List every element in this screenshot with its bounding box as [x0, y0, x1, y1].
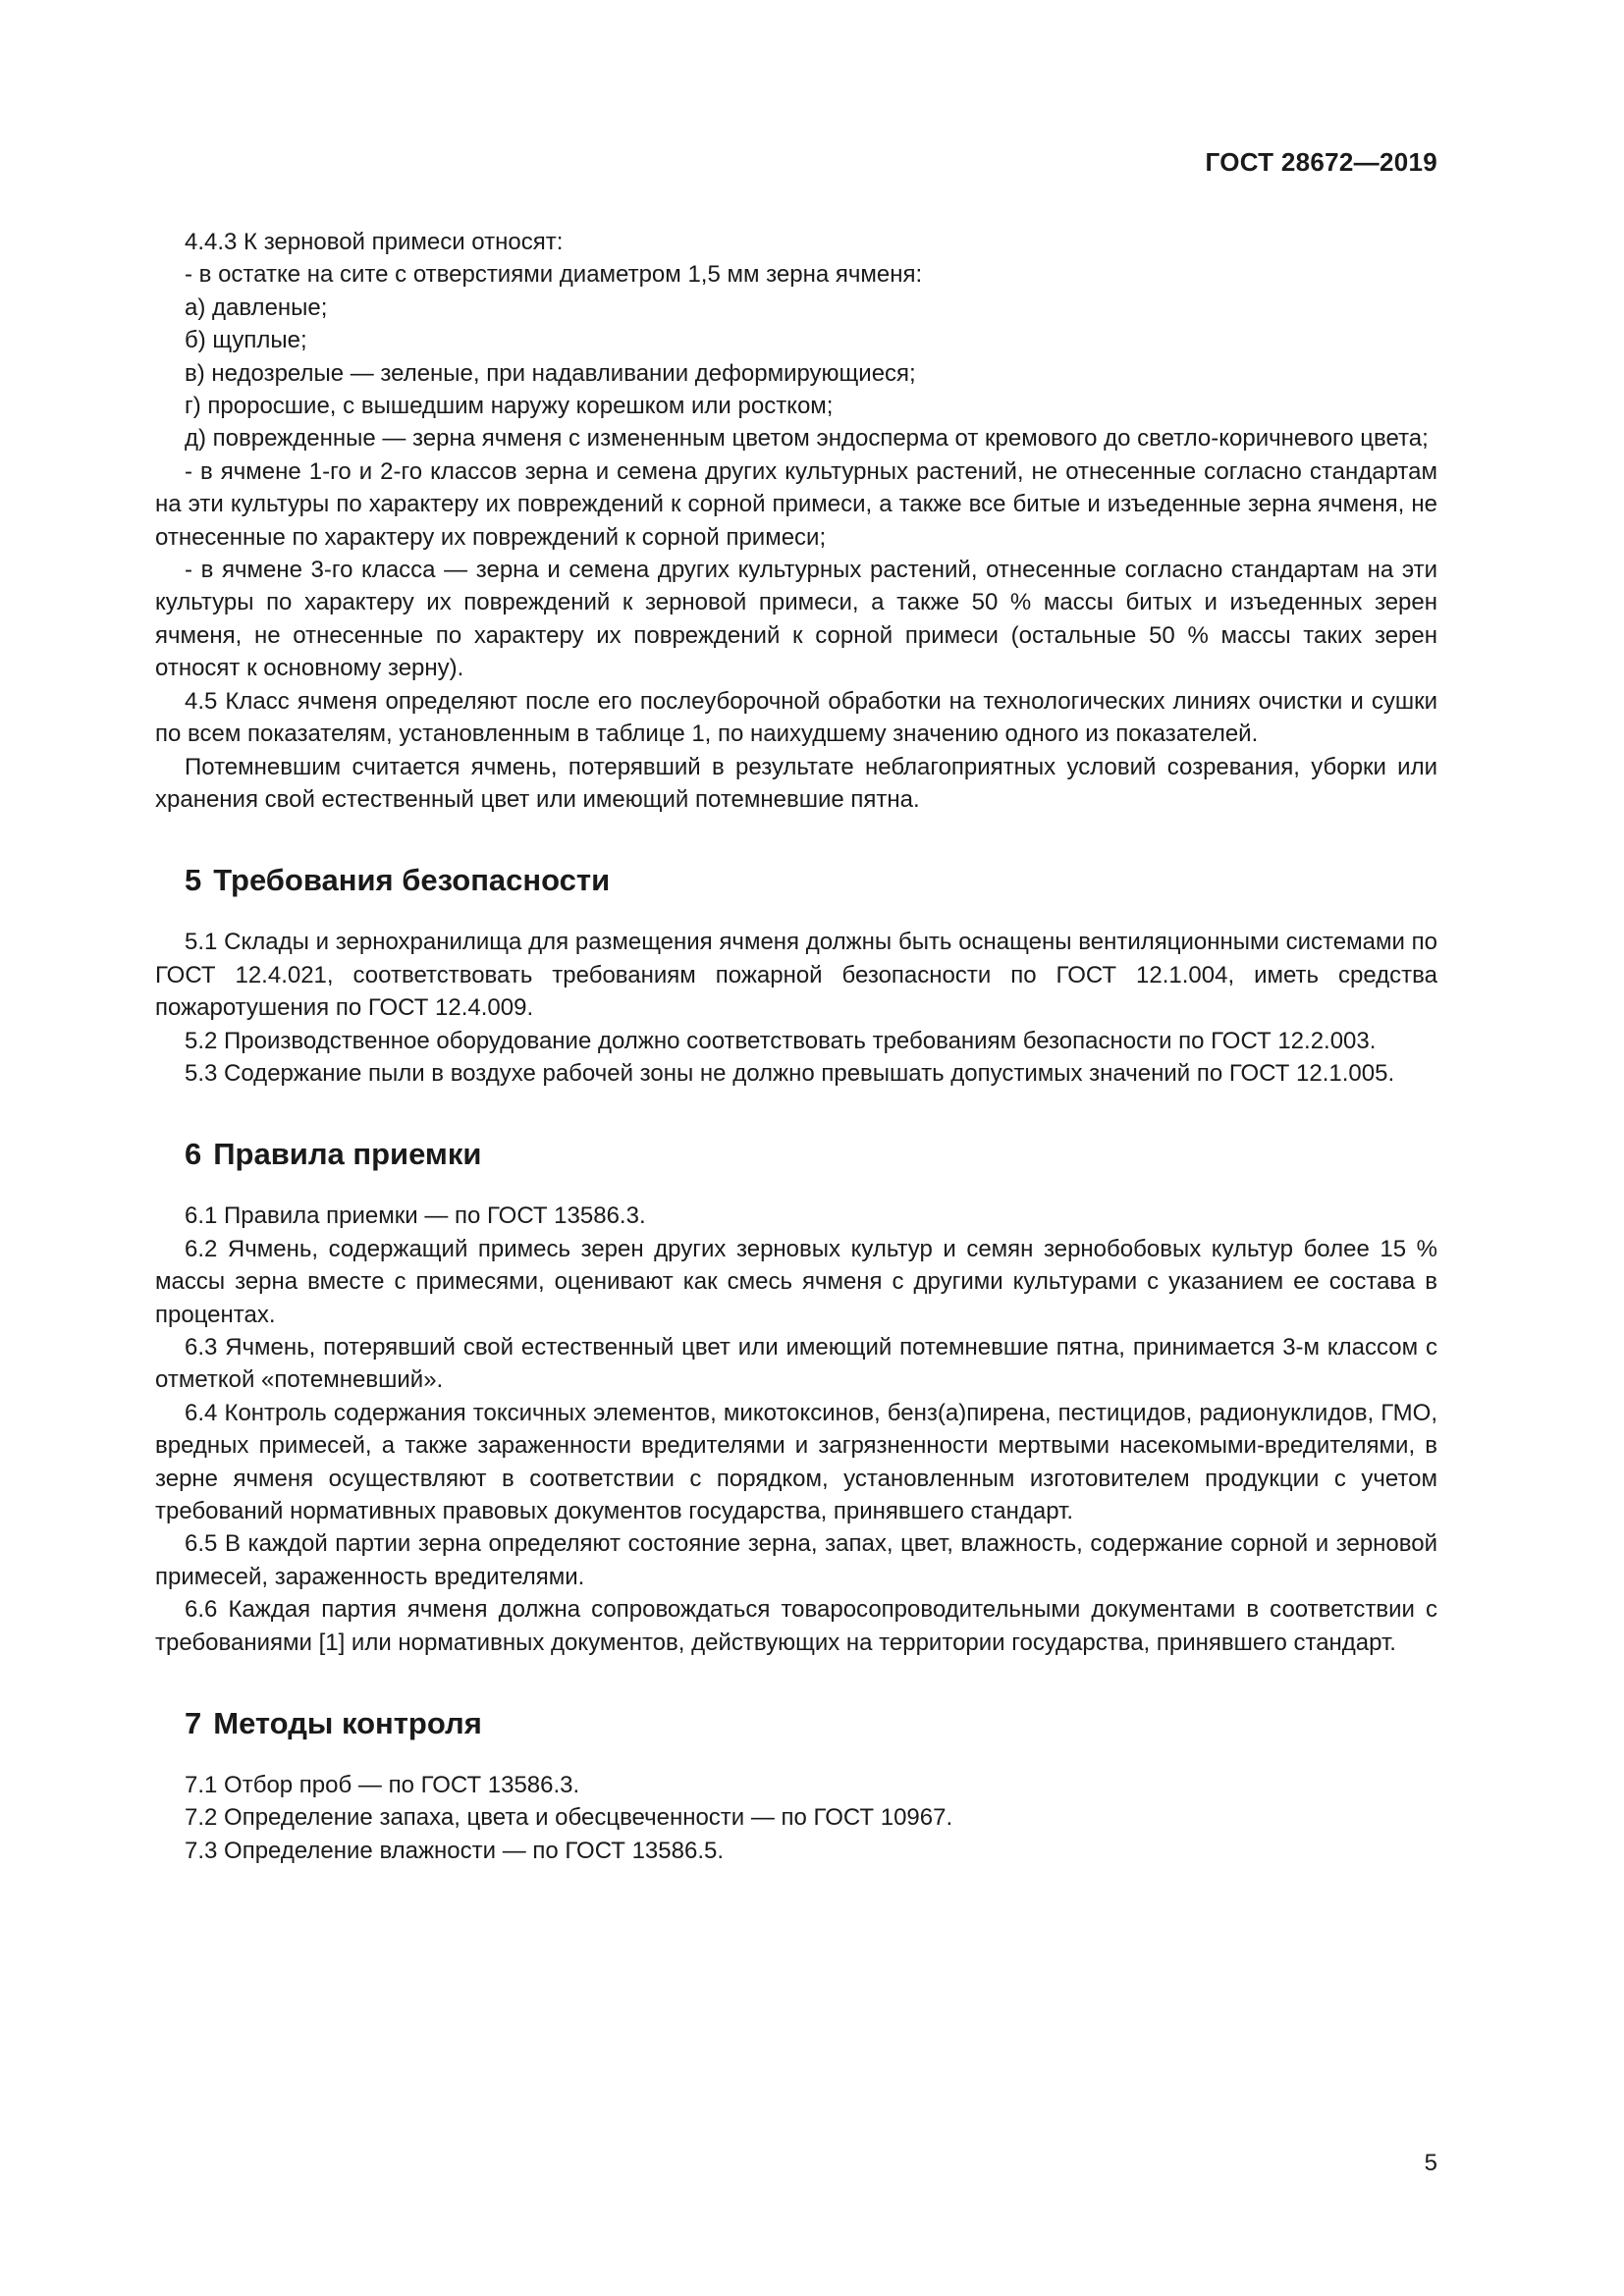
- section-7-heading: [185, 1704, 1437, 1743]
- page-content: [155, 226, 1437, 1867]
- paragraph: 4.4.3 К зерновой примеси относят:: [185, 229, 564, 255]
- section-7-body: [155, 1769, 1437, 1867]
- paragraph: 5.2 Производственное оборудование должно соответствовать требованиям безопасности по ГОСТ 12.2.003.: [185, 1027, 1377, 1054]
- paragraph: 6.2 Ячмень, содержащий примесь зерен других зерновых культур и семян зернобобовых культур более 15 % массы зерна вместе с примесями, оценивают как смесь ячменя с другими культурами с указанием ее состава в процентах.: [155, 1235, 1437, 1328]
- paragraph: 5.1 Склады и зернохранилища для размещения ячменя должны быть оснащены вентиляционными системами по ГОСТ 12.4.021, соответствовать требованиям пожарной безопасности по ГОСТ 12.1.004, иметь средства пожаротушения по ГОСТ 12.4.009.: [155, 929, 1437, 1022]
- clause-4-block: [155, 226, 1437, 816]
- section-6-body: [155, 1200, 1437, 1659]
- section-number: 6: [185, 1137, 202, 1172]
- paragraph: Потемневшим считается ячмень, потерявший в результате неблагоприятных условий созревания, уборки или хранения свой естественный цвет или имеющий потемневшие пятна.: [155, 753, 1437, 813]
- paragraph: 6.3 Ячмень, потерявший свой естественный цвет или имеющий потемневшие пятна, принимается 3-м классом с отметкой «потемневший».: [155, 1333, 1437, 1394]
- section-title: Требования безопасности: [213, 863, 611, 898]
- section-title: Методы контроля: [213, 1706, 482, 1741]
- paragraph: 4.5 Класс ячменя определяют после его послеуборочной обработки на технологических линиях очистки и сушки по всем показателям, установленным в таблице 1, по наихудшему значению одного из показателей.: [155, 687, 1437, 748]
- list-item: в) недозрелые — зеленые, при надавливании деформирующиеся;: [185, 359, 916, 387]
- section-number: 7: [185, 1706, 202, 1741]
- section-5-heading: [185, 861, 1437, 900]
- paragraph: 6.4 Контроль содержания токсичных элементов, микотоксинов, бенз(а)пирена, пестицидов, радионуклидов, ГМО, вредных примесей, а также зараженности вредителями и загрязненности мертвыми насекомыми-вредителями, в зерне ячменя осуществляют в соответствии с порядком, установленным изготовителем продукции с учетом требований нормативных правовых документов государства, принявшего стандарт.: [155, 1399, 1437, 1524]
- list-item: а) давленые;: [185, 294, 328, 321]
- paragraph: 6.6 Каждая партия ячменя должна сопровождаться товаросопроводительными документами в соответствии с требованиями [1] или нормативных документов, действующих на территории государства, принявшего стандарт.: [155, 1596, 1437, 1656]
- paragraph: 7.3 Определение влажности — по ГОСТ 13586.5.: [185, 1837, 724, 1864]
- list-item: б) щуплые;: [185, 327, 307, 354]
- paragraph: - в остатке на сите с отверстиями диаметром 1,5 мм зерна ячменя:: [185, 261, 923, 289]
- section-6-heading: [185, 1135, 1437, 1174]
- paragraph: - в ячмене 3-го класса — зерна и семена других культурных растений, отнесенные согласно стандартам на эти культуры по характеру их повреждений к зерновой примеси, а также 50 % массы битых и изъеденных зерен ячменя, не отнесенные по характеру их повреждений к сорной примеси (остальные 50 % массы таких зерен относят к основному зерну).: [155, 557, 1437, 682]
- paragraph: - в ячмене 1-го и 2-го классов зерна и семена других культурных растений, не отнесенные согласно стандартам на эти культуры по характеру их повреждений к сорной примеси, а также все битые и изъеденные зерна ячменя, не отнесенные по характеру их повреждений к сорной примеси;: [155, 457, 1437, 551]
- list-item: г) проросшие, с вышедшим наружу корешком или ростком;: [185, 393, 834, 420]
- paragraph: 6.5 В каждой партии зерна определяют состояние зерна, запах, цвет, влажность, содержание сорной и зерновой примесей, зараженность вредителями.: [155, 1530, 1437, 1590]
- section-5-body: [155, 926, 1437, 1090]
- paragraph: 7.1 Отбор проб — по ГОСТ 13586.3.: [185, 1772, 580, 1799]
- paragraph: 7.2 Определение запаха, цвета и обесцвеченности — по ГОСТ 10967.: [185, 1804, 953, 1832]
- section-number: 5: [185, 863, 202, 898]
- list-item: д) поврежденные — зерна ячменя с измененным цветом эндосперма от кремового до светло-коричневого цвета;: [185, 425, 1429, 453]
- paragraph: 6.1 Правила приемки — по ГОСТ 13586.3.: [185, 1202, 646, 1230]
- page-number: 5: [1424, 2150, 1437, 2176]
- section-title: Правила приемки: [213, 1137, 482, 1172]
- paragraph: 5.3 Содержание пыли в воздухе рабочей зоны не должно превышать допустимых значений по ГОСТ 12.1.005.: [185, 1059, 1395, 1087]
- document-code: ГОСТ 28672—2019: [1205, 147, 1437, 177]
